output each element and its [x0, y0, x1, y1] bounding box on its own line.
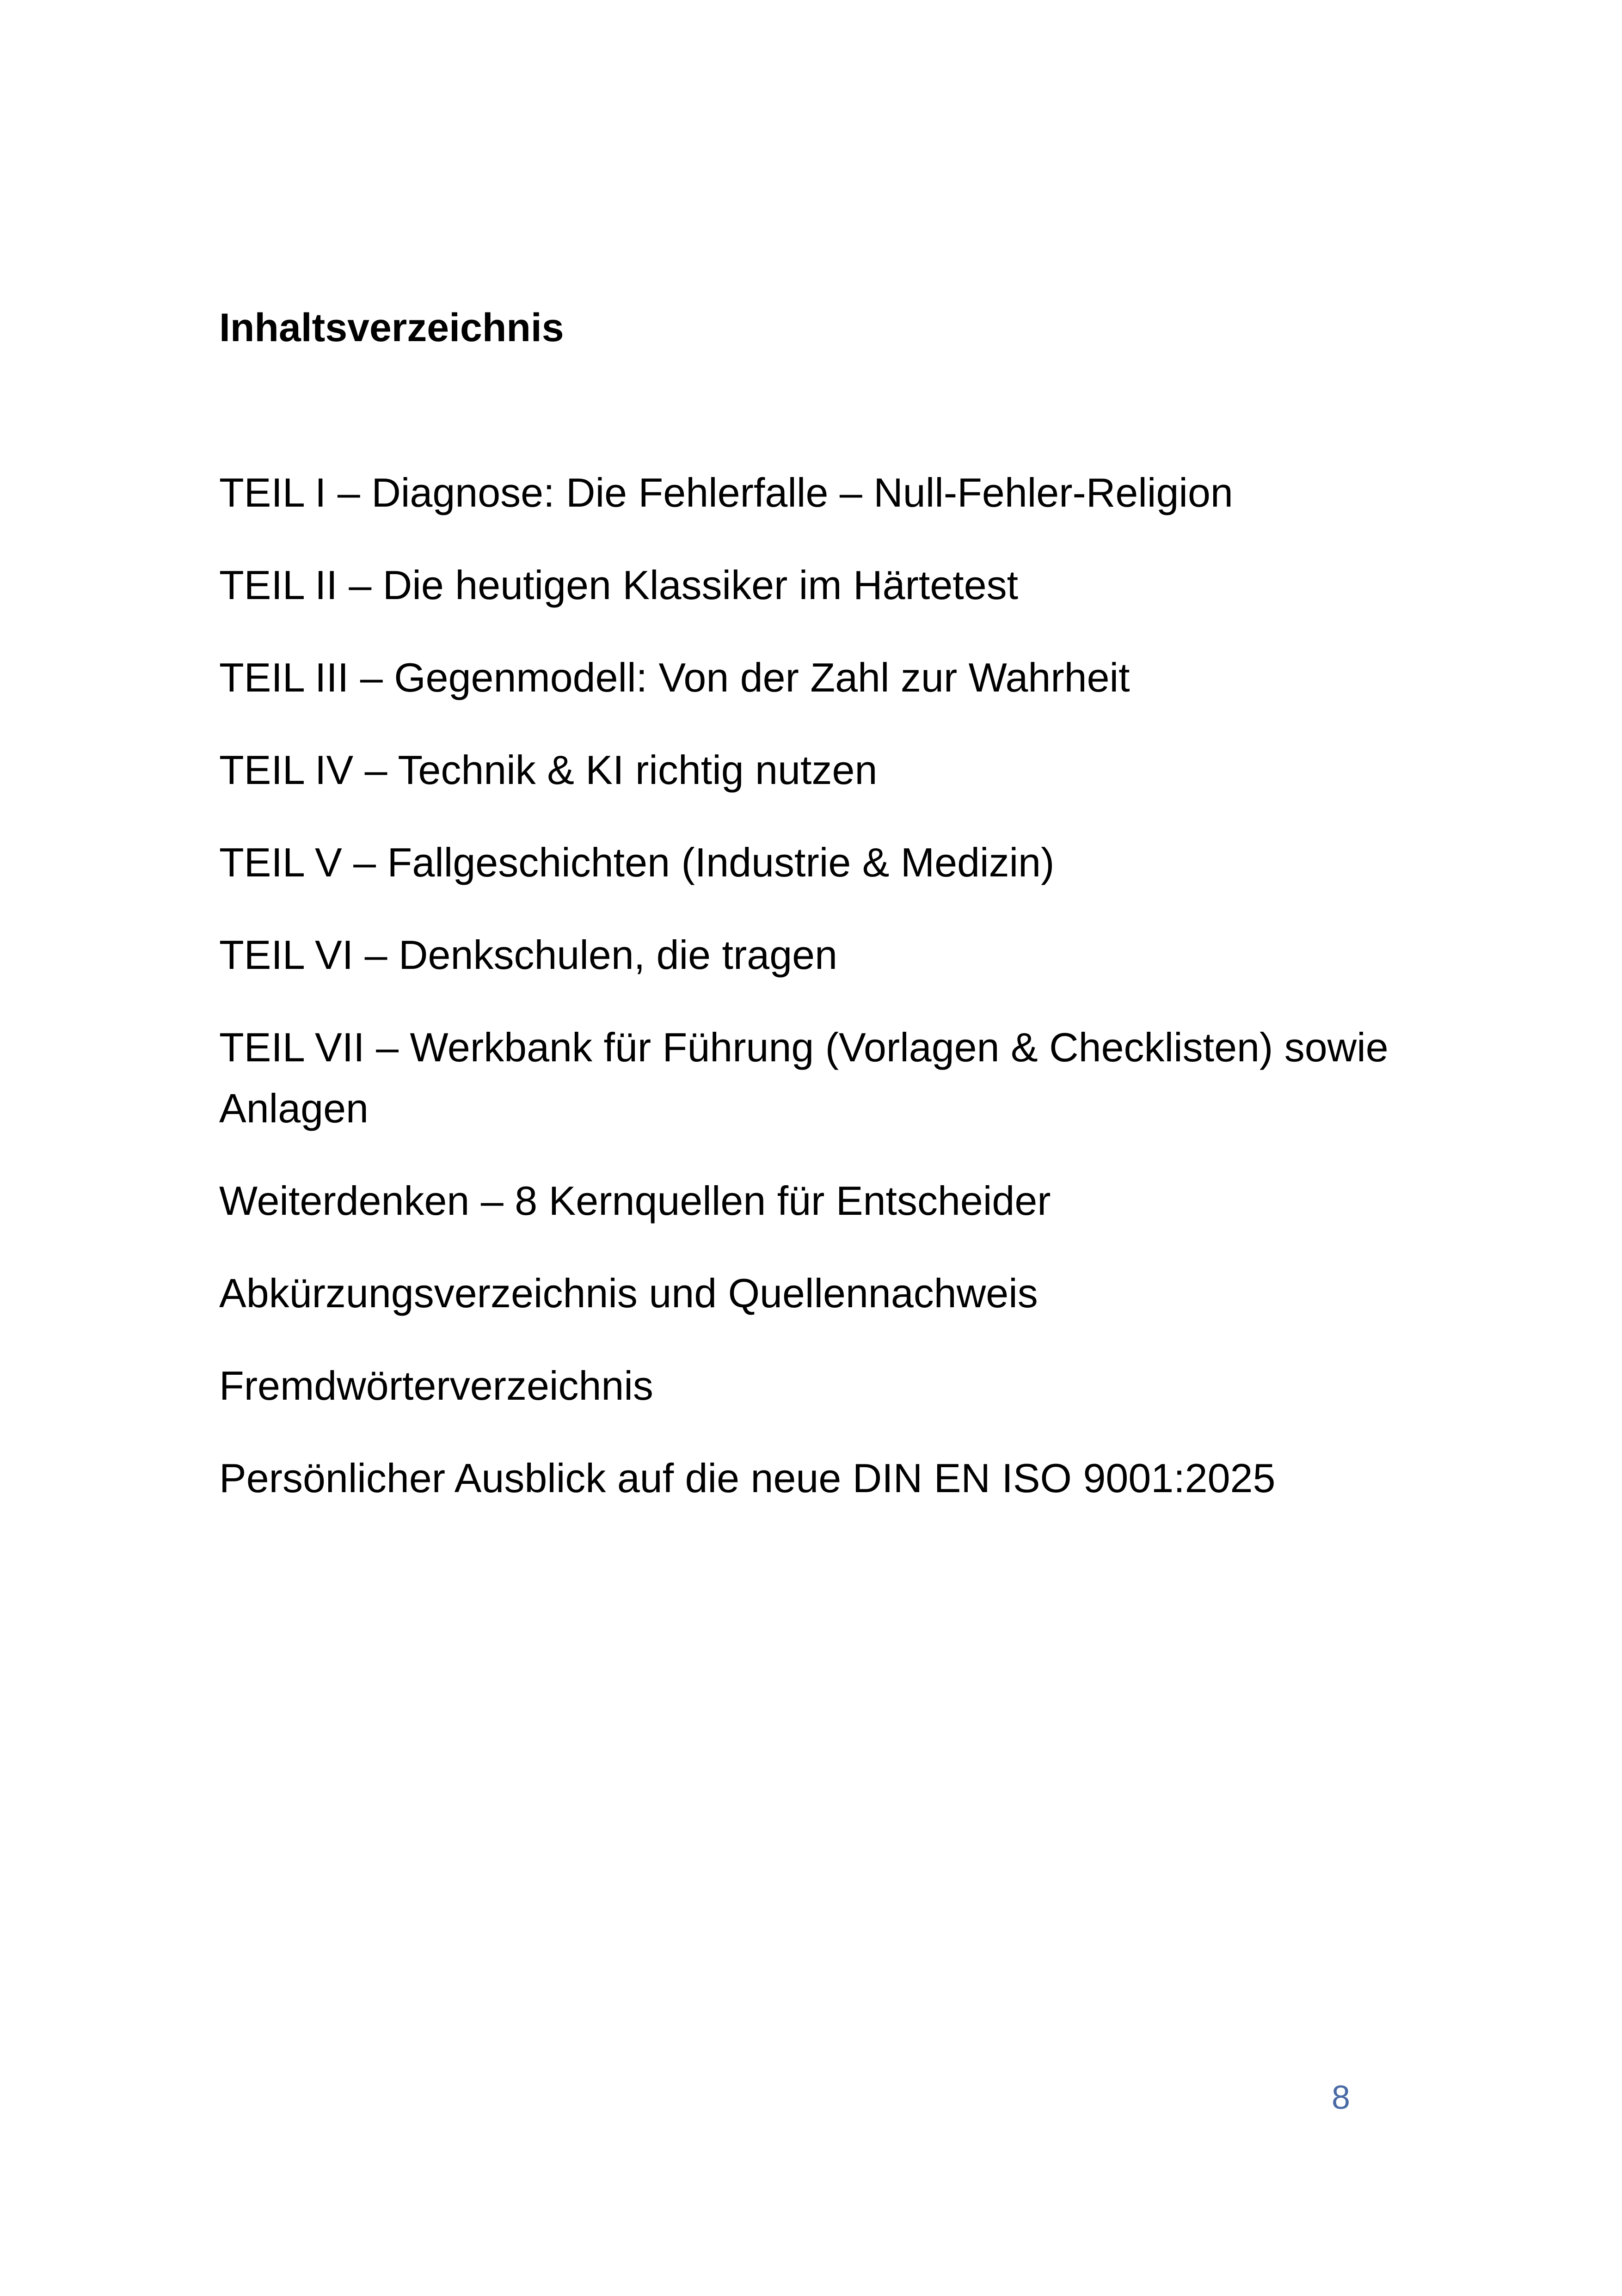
- toc-entry-abkuerzungsverzeichnis: Abkürzungsverzeichnis und Quellennachweis: [219, 1270, 1038, 1316]
- toc-entry-teil-7: TEIL VII – Werkbank für Führung (Vorlagen & Checklisten) sowie Anlagen: [219, 1024, 1389, 1131]
- toc-entry-teil-1: TEIL I – Diagnose: Die Fehlerfalle – Null-Fehler-Religion: [219, 470, 1233, 515]
- toc-entry-teil-2: TEIL II – Die heutigen Klassiker im Härtetest: [219, 562, 1019, 608]
- toc-entry-ausblick: Persönlicher Ausblick auf die neue DIN EN ISO 9001:2025: [219, 1455, 1276, 1501]
- toc-entry-teil-4: TEIL IV – Technik & KI richtig nutzen: [219, 747, 878, 793]
- table-of-contents: [219, 462, 1468, 1540]
- toc-entry-fremdwoerterverzeichnis: Fremdwörterverzeichnis: [219, 1363, 653, 1408]
- toc-entry-teil-6: TEIL VI – Denkschulen, die tragen: [219, 932, 838, 978]
- toc-entry-weiterdenken: Weiterdenken – 8 Kernquellen für Entscheider: [219, 1178, 1051, 1224]
- toc-entry-teil-5: TEIL V – Fallgeschichten (Industrie & Medizin): [219, 839, 1055, 885]
- page-title: Inhaltsverzeichnis: [219, 305, 564, 350]
- page-number: 8: [1332, 2079, 1351, 2116]
- toc-entry-teil-3: TEIL III – Gegenmodell: Von der Zahl zur Wahrheit: [219, 655, 1130, 700]
